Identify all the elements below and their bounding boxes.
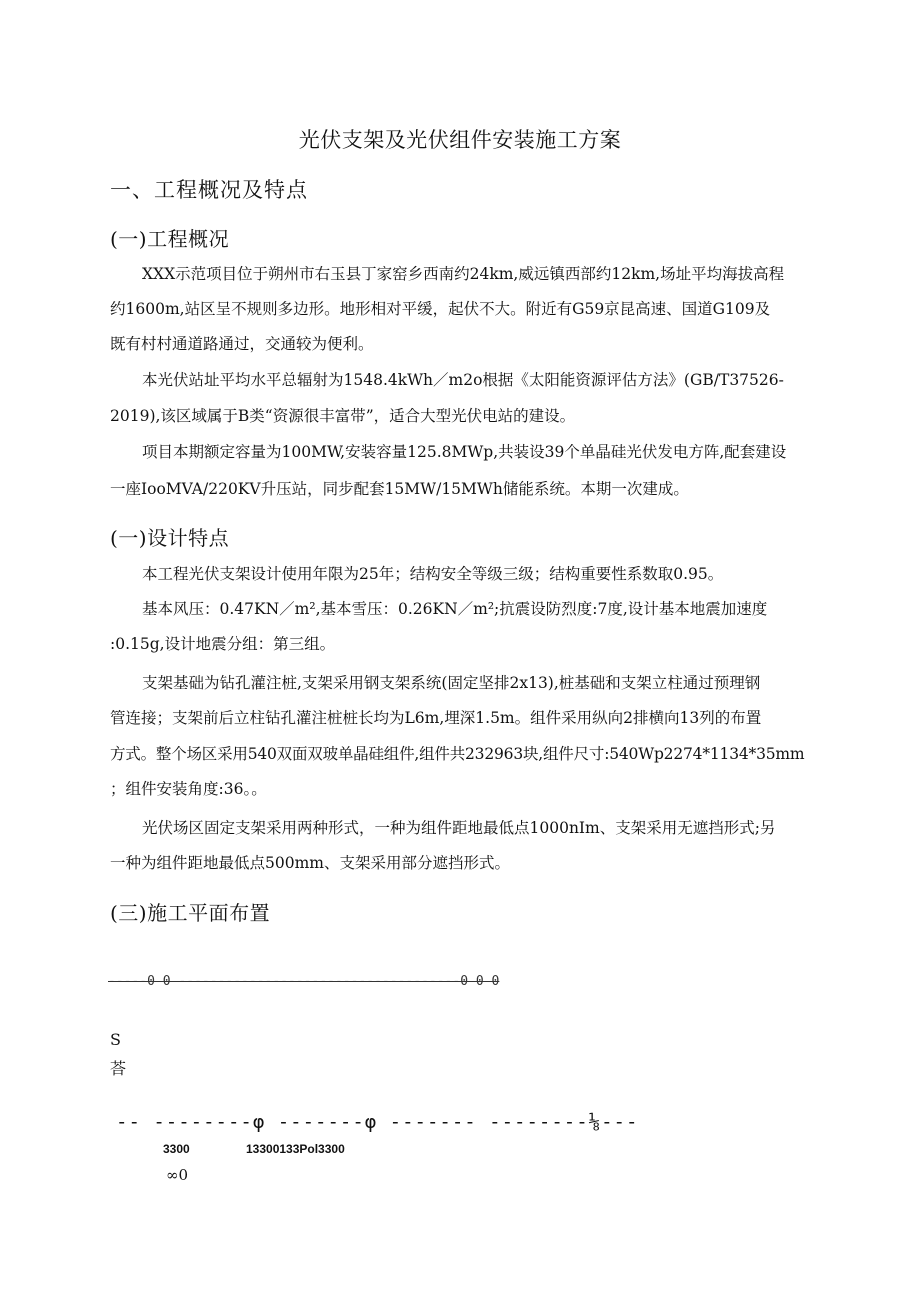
paragraph-line: 项目本期额定容量为100MW,安装容量125.8MWp,共装设39个单晶硅光伏发电方阵,配套建设 [142, 443, 787, 461]
figure-char-label: 荅 [110, 1059, 127, 1078]
paragraph-line: 本光伏站址平均水平总辐射为1548.4kWh／m2o根据《太阳能资源评估方法》(GB/T37526- [142, 371, 784, 389]
subheading-construction-layout: (三)施工平面布置 [110, 901, 271, 925]
figure-dimension-label: 3300 [163, 1142, 190, 1156]
paragraph-line: 方式。整个场区采用540双面双玻单晶硅组件,组件共232963块,组件尺寸:540Wp2274*1134*35mm [110, 745, 805, 763]
paragraph-line: 2019),该区域属于B类“资源很丰富带”，适合大型光伏电站的建设。 [110, 407, 576, 425]
paragraph-line: 一座IooMVA/220KV升压站，同步配套15MW/15MWh储能系统。本期一次建成。 [110, 480, 689, 498]
figure-s-label: S [110, 1030, 121, 1049]
figure-dim-line-main: -- --------φ -------φ ------- --------⅛--- [116, 1111, 639, 1133]
paragraph-line: 本工程光伏支架设计使用年限为25年；结构安全等级三级；结构重要性系数取0.95。 [142, 565, 724, 583]
subheading-project-overview: (一)工程概况 [110, 227, 230, 251]
paragraph-line: 约1600m,站区呈不规则多边形。地形相对平缓，起伏不大。附近有G59京昆高速、国道G109及 [110, 300, 771, 318]
page-title: 光伏支架及光伏组件安装施工方案 [298, 128, 622, 152]
paragraph-line: :0.15g,设计地震分组：第三组。 [110, 635, 336, 653]
paragraph-line: 支架基础为钻孔灌注桩,支架采用钢支架系统(固定坚排2x13),桩基础和支架立柱通过预理钢 [142, 674, 761, 692]
figure-dimension-label: 13300133Pol3300 [246, 1142, 345, 1156]
paragraph-line: XXX示范项目位于朔州市右玉县丁家窑乡西南约24km,威远镇西部约12km,场址平均海拔高程 [142, 265, 785, 283]
subheading-design-features: (一)设计特点 [110, 526, 230, 550]
figure-dim-line-top: -----0 0 ------------------------------------0 0 0 [108, 974, 500, 989]
paragraph-line: 一种为组件距地最低点500mm、支架采用部分遮挡形式。 [110, 854, 510, 872]
figure-dimension-label: ∞0 [166, 1166, 189, 1184]
paragraph-line: 光伏场区固定支架采用两种形式，一种为组件距地最低点1000nIm、支架采用无遮挡形式;另 [142, 819, 776, 837]
paragraph-line: ；组件安装角度:36。。 [110, 780, 267, 798]
section-heading-overview: 一、工程概况及特点 [110, 178, 308, 202]
paragraph-line: 既有村村通道路通过，交通较为便利。 [110, 335, 374, 353]
paragraph-line: 管连接；支架前后立柱钻孔灌注桩桩长均为L6m,埋深1.5m。组件采用纵向2排横向13列的布置 [110, 709, 762, 727]
paragraph-line: 基本风压：0.47KN／m²,基本雪压：0.26KN／m²;抗震设防烈度:7度,设计基本地震加速度 [142, 600, 768, 618]
